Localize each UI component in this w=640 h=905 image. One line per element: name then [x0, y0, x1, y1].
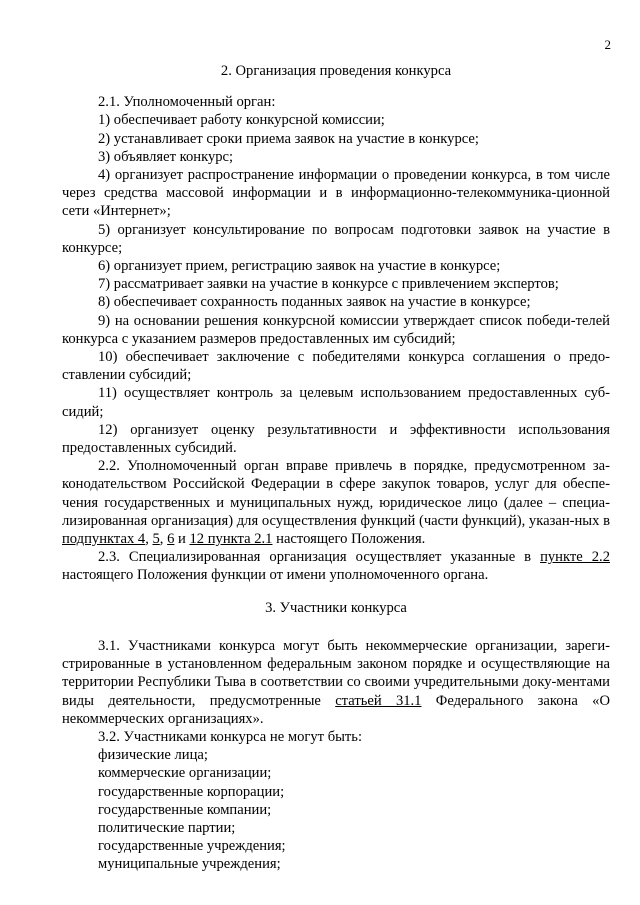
list-item-2-1-1: 1) обеспечивает работу конкурсной комиссии;	[98, 112, 385, 129]
link-subpoint-12[interactable]: 12 пункта 2.1	[189, 531, 273, 548]
link-subpoint-5[interactable]: 5	[152, 531, 160, 548]
paragraph-3-2: 3.2. Участниками конкурса не могут быть:	[98, 728, 363, 745]
list-item-3-2-6: государственные учреждения;	[98, 838, 286, 855]
list-item-2-1-10: 10) обеспечивает заключение с победителями конкурса соглашения о предо-ставлении субсидий;	[62, 349, 610, 384]
list-item-3-2-4: государственные компании;	[98, 801, 272, 818]
list-item-3-2-1: физические лица;	[98, 747, 208, 764]
paragraph-3-1-text: 3.1. Участниками конкурса могут быть некоммерческие организации, зареги-стрированные в установленном федеральным законом порядке и осуществляющие на территории Республики Тыва в соответствии со своими учредительными доку-ментами виды деятельности, предусмотренные	[62, 637, 610, 709]
page-number: 2	[604, 37, 611, 52]
list-item-2-1-7: 7) рассматривает заявки на участие в конкурсе с привлечением экспертов;	[98, 276, 559, 293]
list-item-3-2-5: политические партии;	[98, 819, 236, 836]
paragraph-2-2-tail: настоящего Положения.	[272, 531, 426, 548]
link-article-31-1[interactable]: статьей 31.1	[335, 692, 422, 709]
list-item-2-1-2: 2) устанавливает сроки приема заявок на участие в конкурсе;	[98, 130, 479, 147]
paragraph-3-1	[62, 637, 610, 728]
section-3-heading: 3. Участники конкурса	[265, 599, 407, 616]
paragraph-3-1-tail: Федерального закона «О некоммерческих организациях».	[62, 692, 610, 727]
paragraph-2-3-tail: настоящего Положения функции от имени уполномоченного органа.	[62, 567, 489, 584]
list-item-2-1-4: 4) организует распространение информации о проведении конкурса, в том числе через средства массовой информации и в информационно-телекоммуника-ционной сети «Интернет»;	[62, 167, 610, 220]
paragraph-2-3	[62, 548, 610, 584]
link-point-2-2[interactable]: пункте 2.2	[540, 549, 610, 566]
link-subpoint-4[interactable]: подпунктах 4	[62, 531, 146, 548]
separator: ,	[159, 531, 168, 548]
paragraph-2-2-text: 2.2. Уполномоченный орган вправе привлечь в порядке, предусмотренном за-конодательством Российской Федерации в сфере закупок товаров, услуг для обеспе-чения государственных и муниципальных нужд, юридическое лицо (далее – специа-лизированная организация) для осуществления функций (части функций), указан-ных в	[62, 458, 610, 529]
list-item-2-1-3: 3) объявляет конкурс;	[98, 148, 234, 165]
separator: и	[174, 531, 190, 548]
list-item-2-1-8: 8) обеспечивает сохранность поданных заявок на участие в конкурсе;	[98, 294, 531, 311]
paragraph-2-3-text: 2.3. Специализированная организация осуществляет указанные в	[98, 549, 541, 566]
separator: ,	[145, 531, 153, 548]
list-item-2-1-6: 6) организует прием, регистрацию заявок на участие в конкурсе;	[98, 258, 501, 275]
document-body	[62, 62, 610, 874]
list-item-2-1-5: 5) организует консультирование по вопросам подготовки заявок на участие в конкурсе;	[62, 221, 610, 256]
list-item-3-2-3: государственные корпорации;	[98, 783, 285, 800]
paragraph-2-1: 2.1. Уполномоченный орган:	[98, 94, 276, 111]
list-item-2-1-9: 9) на основании решения конкурсной комиссии утверждает список победи-телей конкурса с указанием размеров предоставленных им субсидий;	[62, 312, 610, 347]
list-item-3-2-2: коммерческие организации;	[98, 765, 272, 782]
list-item-2-1-12: 12) организует оценку результативности и эффективности использования предоставленных субсидий.	[62, 421, 610, 457]
list-item-3-2-7: муниципальные учреждения;	[98, 856, 281, 873]
section-2-heading: 2. Организация проведения конкурса	[220, 63, 452, 79]
list-item-2-1-11: 11) осуществляет контроль за целевым использованием предоставленных суб-сидий;	[62, 385, 610, 420]
link-subpoint-6[interactable]: 6	[167, 531, 175, 548]
paragraph-2-2	[62, 457, 610, 548]
